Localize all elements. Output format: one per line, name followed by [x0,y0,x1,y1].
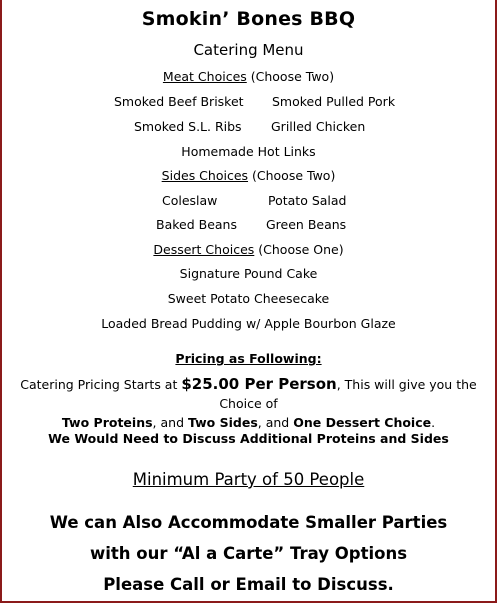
menu-item: Smoked S.L. Ribs [134,119,242,134]
menu-item: Smoked Beef Brisket [114,94,244,109]
sides-heading-note: (Choose Two) [248,168,336,183]
pricing-description [2,375,495,432]
menu-item: Signature Pound Cake [179,266,318,281]
menu-item: Homemade Hot Links [181,144,316,159]
protein-count: Two Proteins [61,415,153,430]
sides-row-2 [2,217,495,235]
dessert-section-heading [2,242,495,257]
meat-section-heading [2,69,495,84]
menu-item: Green Beans [266,217,347,232]
pricing-text: Catering Pricing Starts at [20,377,182,392]
menu-item: Loaded Bread Pudding w/ Apple Bourbon Glaze [101,316,396,331]
pricing-text: , and [257,415,294,430]
pricing-heading: Pricing as Following: [175,351,322,366]
menu-item: Baked Beans [156,217,237,232]
closing-line-2: with our “Al a Carte” Tray Options [89,544,408,563]
restaurant-title: Smokin’ Bones BBQ [141,8,356,30]
minimum-party-notice: Minimum Party of 50 People [132,470,365,489]
closing-line-3: Please Call or Email to Discuss. [103,575,394,594]
dessert-heading-note: (Choose One) [254,242,344,257]
price-per-person: $25.00 Per Person [181,375,337,393]
menu-subtitle: Catering Menu [193,41,304,59]
menu-item: Sweet Potato Cheesecake [167,291,330,306]
pricing-text: , This will give you the Choice of [219,377,477,411]
menu-item: Coleslaw [162,193,218,208]
sides-row-1 [2,193,495,211]
meat-row-2 [2,119,495,137]
meat-heading-note: (Choose Two) [246,69,335,84]
side-count: Two Sides [187,415,258,430]
meat-heading-label: Meat Choices [162,69,247,84]
menu-item: Smoked Pulled Pork [272,94,396,109]
dessert-heading-label: Dessert Choices [153,242,255,257]
dessert-count: One Dessert Choice [293,415,432,430]
sides-heading-label: Sides Choices [161,168,249,183]
meat-row-1 [2,94,495,112]
menu-item: Potato Salad [268,193,347,208]
closing-line-1: We can Also Accommodate Smaller Parties [49,513,448,532]
menu-item: Grilled Chicken [271,119,366,134]
pricing-text: , and [152,415,188,430]
sides-section-heading [2,168,495,183]
discuss-additional-note: We Would Need to Discuss Additional Proteins and Sides [48,431,449,446]
pricing-text: . [431,415,436,430]
